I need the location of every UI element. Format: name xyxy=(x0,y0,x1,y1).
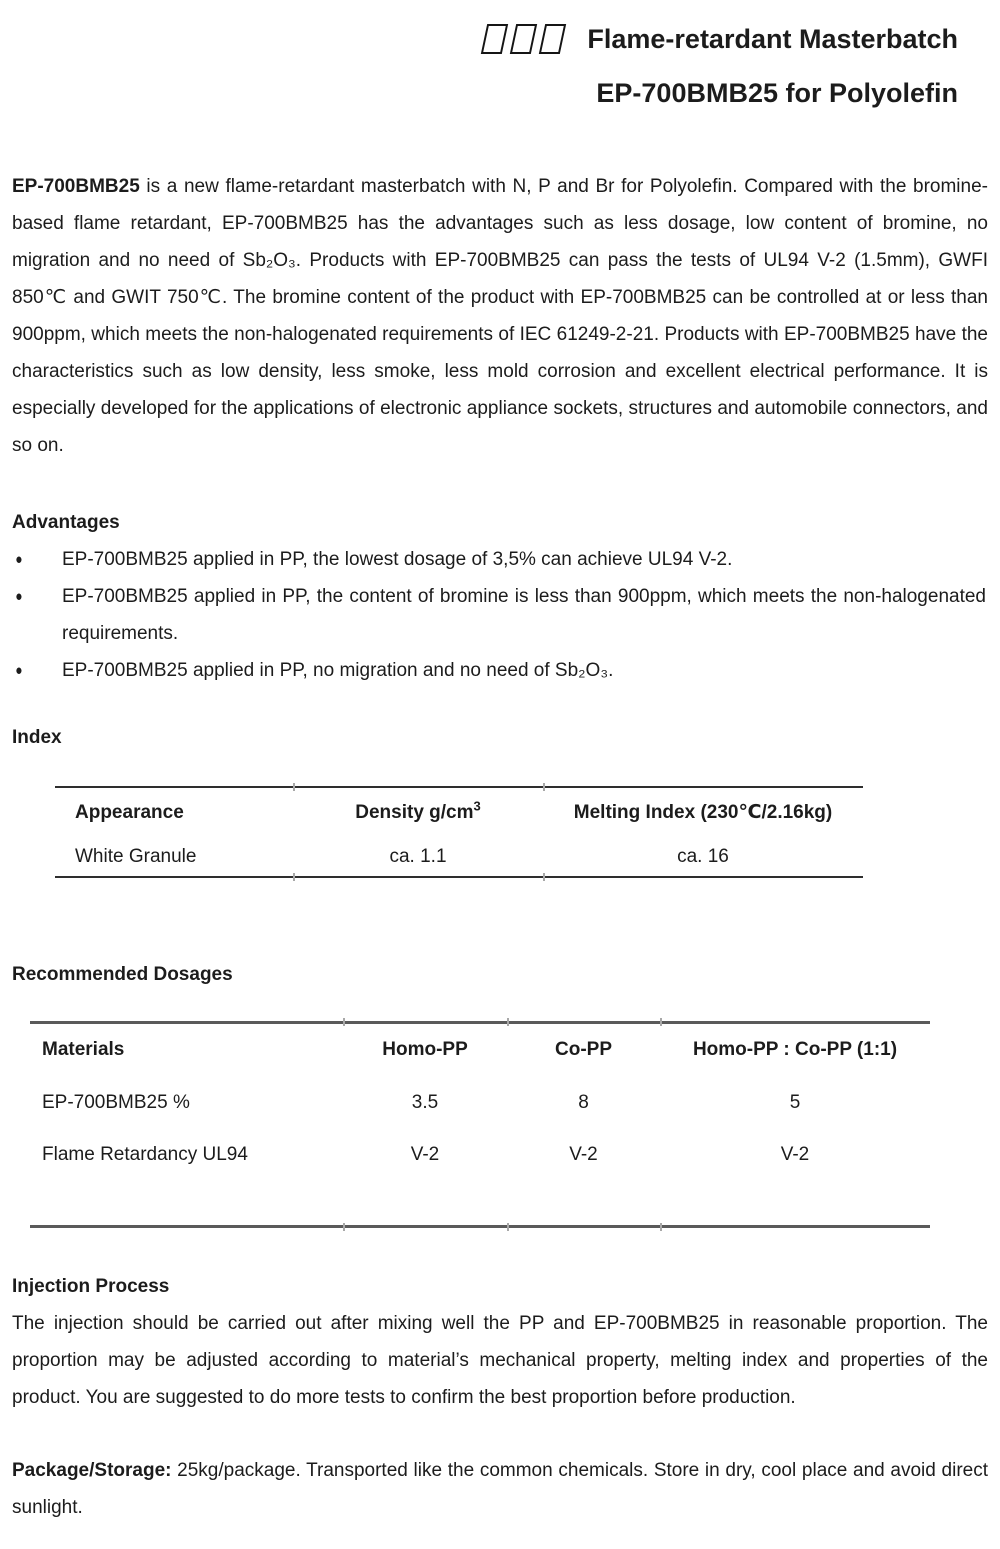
table-rule-tick xyxy=(343,1018,345,1026)
table-cell: 8 xyxy=(578,1091,589,1113)
list-item-text: EP-700BMB25 applied in PP, the lowest dosage of 3,5% can achieve UL94 V-2. xyxy=(62,549,733,570)
table-cell: White Granule xyxy=(75,845,197,867)
table-rule-tick xyxy=(343,1223,345,1231)
missing-glyph-box-icon xyxy=(510,24,537,54)
bullet-icon: ● xyxy=(15,588,23,605)
page-subtitle xyxy=(12,74,958,112)
index-table xyxy=(55,786,863,878)
table-cell: Flame Retardancy UL94 xyxy=(42,1143,248,1165)
table-rule-tick xyxy=(293,873,295,881)
package-paragraph xyxy=(12,1452,988,1526)
advantages-heading: Advantages xyxy=(12,512,120,533)
missing-glyph-box-icon xyxy=(539,24,566,54)
superscript-3: 3 xyxy=(473,798,481,814)
intro-paragraph xyxy=(12,168,988,464)
table-rule-tick xyxy=(660,1223,662,1231)
table-row xyxy=(30,1129,930,1181)
table-header-cell: Co-PP xyxy=(555,1039,612,1061)
table-cell: EP-700BMB25 % xyxy=(42,1091,190,1113)
table-cell: V-2 xyxy=(780,1143,810,1165)
table-rule-tick xyxy=(507,1223,509,1231)
table-header-row xyxy=(30,1023,930,1077)
table-rule-tick xyxy=(660,1018,662,1026)
injection-paragraph: The injection should be carried out after mixing well the PP and EP-700BMB25 in reasonable proportion. The proportion may be adjusted according to material’s mechanical property, melting index and properties of the product. You are suggested to do more tests to confirm the best proportion before production. xyxy=(12,1313,988,1408)
table-header-cell: Melting Index (230℃/2.16kg) xyxy=(573,802,833,823)
bullet-icon: ● xyxy=(15,662,23,679)
table-header-row xyxy=(55,787,863,837)
index-heading: Index xyxy=(12,727,62,748)
title-line2-text: EP-700BMB25 for Polyolefin xyxy=(596,78,958,108)
table-row xyxy=(30,1077,930,1129)
table-cell: V-2 xyxy=(410,1143,440,1165)
missing-glyph-box-icon xyxy=(481,24,508,54)
table-header-cell: Homo-PP : Co-PP (1:1) xyxy=(692,1039,898,1061)
list-item xyxy=(12,652,988,689)
page-title xyxy=(12,20,958,58)
table-row xyxy=(55,837,863,877)
list-item-text: EP-700BMB25 applied in PP, the content of bromine is less than 900ppm, which meets the non-halogenated requirements. xyxy=(62,586,986,644)
table-rule-tick xyxy=(293,783,295,791)
table-cell: V-2 xyxy=(569,1143,598,1165)
dosages-heading: Recommended Dosages xyxy=(12,964,233,985)
table-cell: ca. 16 xyxy=(677,845,729,867)
list-item xyxy=(12,578,988,652)
intro-bold-lead: EP-700BMB25 xyxy=(12,176,140,197)
package-bold-lead: Package/Storage: xyxy=(12,1460,172,1481)
index-table-wrap xyxy=(55,786,863,878)
title-line1-text: Flame-retardant Masterbatch xyxy=(587,24,958,54)
table-header-cell: Appearance xyxy=(75,801,184,823)
table-cell: ca. 1.1 xyxy=(389,845,447,867)
table-rule-tick xyxy=(507,1018,509,1026)
table-rule-tick xyxy=(543,783,545,791)
table-header-cell xyxy=(293,787,543,837)
table-cell xyxy=(30,1181,343,1227)
bullet-icon: ● xyxy=(15,551,23,568)
table-spacer-row xyxy=(30,1181,930,1227)
intro-body-text: is a new flame-retardant masterbatch with N, P and Br for Polyolefin. Compared with the bromine-based flame retardant, EP-700BMB25 has the advantages such as less dosage, low content of bromine, no migration and no need of Sb₂O₃. Products with EP-700BMB25 can pass the tests of UL94 V-2 (1.5mm), GWFI 850℃ and GWIT 750℃. The bromine content of the product with EP-700BMB25 can be controlled at or less than 900ppm, which meets the non-halogenated requirements of IEC 61249-2-21. Products with EP-700BMB25 have the characteristics such as low density, less smoke, less mold corrosion and excellent electrical performance. It is especially developed for the applications of electronic appliance sockets, structures and automobile connectors, and so on. xyxy=(12,176,988,456)
table-cell xyxy=(660,1181,930,1227)
table-cell xyxy=(343,1181,507,1227)
density-label: Density g/cm xyxy=(355,801,474,823)
table-cell: 5 xyxy=(789,1091,801,1113)
table-cell xyxy=(507,1181,660,1227)
table-header-cell: Materials xyxy=(42,1039,125,1061)
advantages-list xyxy=(12,541,988,689)
missing-glyph-boxes-icon xyxy=(484,24,563,54)
injection-heading: Injection Process xyxy=(12,1276,170,1297)
package-body-text: 25kg/package. Transported like the common chemicals. Store in dry, cool place and avoid direct sunlight. xyxy=(12,1460,988,1518)
table-header-cell: Homo-PP xyxy=(382,1039,468,1061)
list-item xyxy=(12,541,988,578)
list-item-text: EP-700BMB25 applied in PP, no migration and no need of Sb₂O₃. xyxy=(62,660,614,681)
table-cell: 3.5 xyxy=(411,1091,439,1113)
table-rule-tick xyxy=(543,873,545,881)
dosage-table-wrap xyxy=(30,1021,930,1228)
dosage-table xyxy=(30,1021,930,1228)
document-header xyxy=(12,20,988,112)
